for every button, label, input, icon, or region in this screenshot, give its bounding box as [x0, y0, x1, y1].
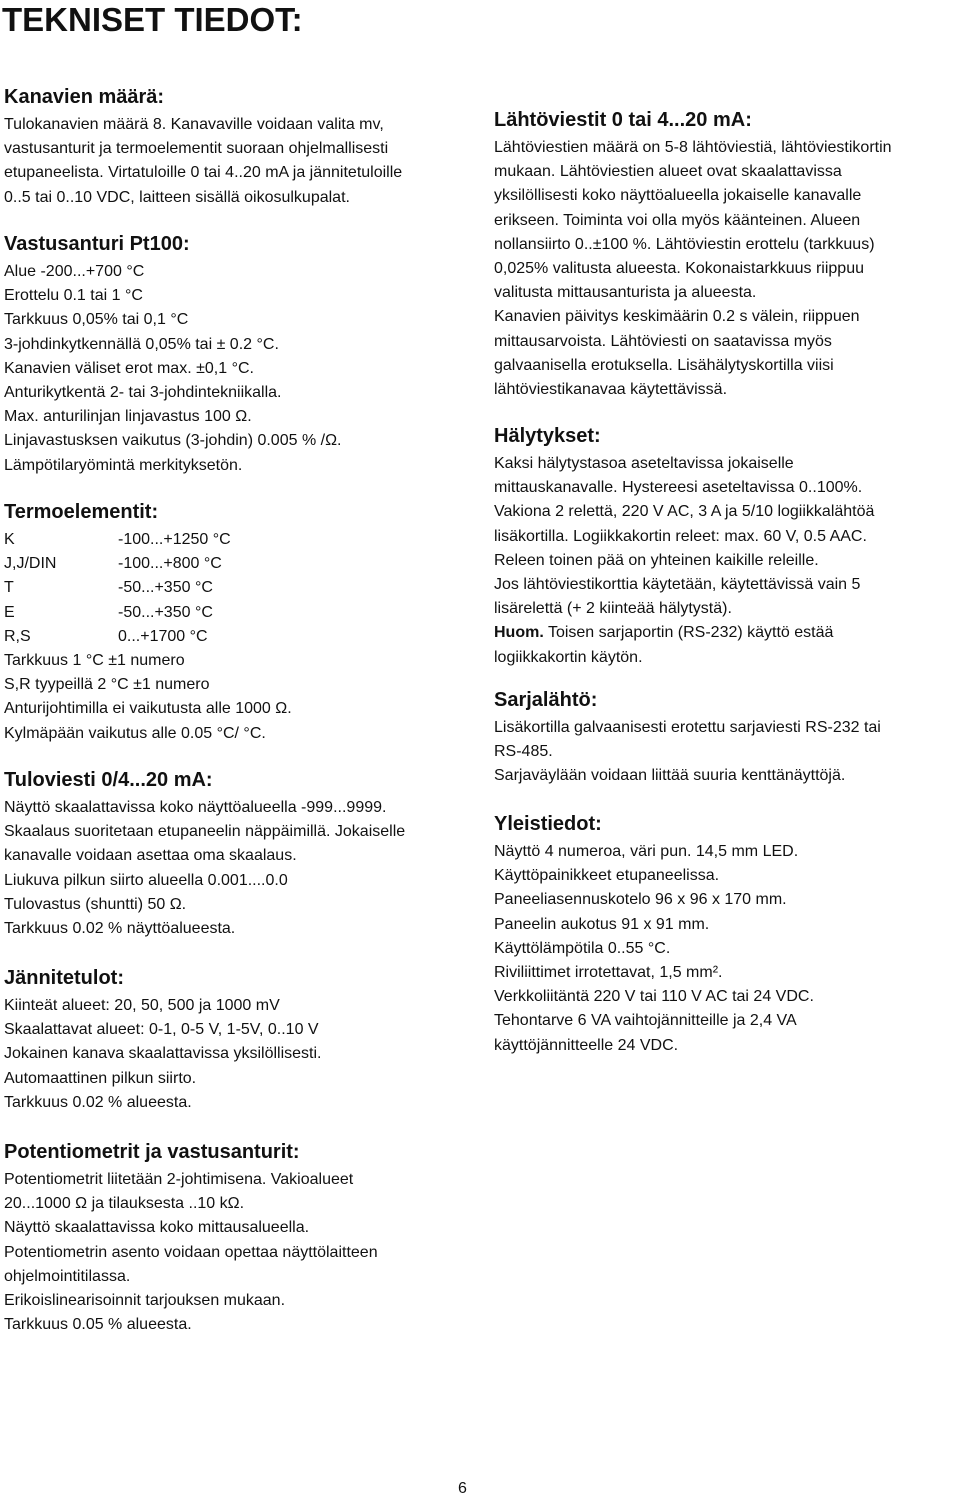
text-line: 3-johdinkytkennällä 0,05% tai ± 0.2 °C. [4, 335, 279, 353]
section-heading: Vastusanturi Pt100: [4, 233, 190, 255]
text-line: 20...1000 Ω ja tilauksesta ..10 kΩ. [4, 1195, 245, 1213]
text-line: Releen toinen pää on yhteinen kaikille releille. [494, 551, 819, 569]
section-heading: Termoelementit: [4, 501, 159, 523]
text-line: Erikoislinearisoinnit tarjouksen mukaan. [4, 1292, 286, 1310]
text-line: galvaanisella erotuksella. Lisähälytyskortilla viisi [494, 356, 834, 374]
text-line: lisäkortilla. Logiikkakortin releet: max. 60 V, 0.5 AAC. [494, 527, 867, 545]
section-heading: Lähtöviestit 0 tai 4...20 mA: [494, 109, 752, 131]
text-line: vastusanturit ja termoelementit suoraan ohjelmallisesti [4, 140, 389, 158]
section-lahtoviestit [494, 108, 892, 402]
thermocouple-range: 0...+1700 °C [118, 627, 208, 645]
text-line: yksilöllisesti koko näyttöalueella jokaiselle kanavalle [494, 187, 862, 205]
text-line: S,R tyypeillä 2 °C ±1 numero [4, 676, 210, 694]
text-line: käyttöjännitteelle 24 VDC. [494, 1036, 679, 1054]
section-vastusanturi [4, 232, 341, 478]
text-line: Kaksi hälytystasoa aseteltavissa jokaiselle [494, 455, 794, 472]
section-yleistiedot [494, 812, 814, 1058]
text-line: Vakiona 2 relettä, 220 V AC, 3 A ja 5/10 logiikkalähtöä [494, 503, 875, 521]
text-line: Kiinteät alueet: 20, 50, 500 ja 1000 mV [4, 997, 280, 1014]
text-line: Jos lähtöviestikorttia käytetään, käytettävissä vain 5 [494, 576, 861, 594]
section-potentiometrit [4, 1140, 378, 1337]
text-line: Anturikytkentä 2- tai 3-johdintekniikalla. [4, 384, 282, 402]
thermocouple-type: E [4, 603, 15, 621]
thermocouple-row [4, 552, 292, 576]
text-line: lähtöviestikanavaa käytettävissä. [494, 381, 728, 399]
section-heading: Potentiometrit ja vastusanturit: [4, 1141, 300, 1163]
text-line: Paneelin aukotus 91 x 91 mm. [494, 915, 710, 933]
text-line: Sarjaväylään voidaan liittää suuria kenttänäyttöjä. [494, 767, 846, 785]
text-line: Riviliittimet irrotettavat, 1,5 mm². [494, 964, 723, 982]
note-line [494, 621, 874, 645]
section-heading: Sarjalähtö: [494, 689, 598, 711]
text-line: Tarkkuus 1 °C ±1 numero [4, 652, 185, 670]
thermocouple-row [4, 625, 292, 649]
thermocouple-type: K [4, 531, 15, 548]
text-line: Tulovastus (shuntti) 50 Ω. [4, 895, 187, 913]
thermocouple-type: T [4, 579, 14, 597]
page-number: 6 [458, 1480, 467, 1497]
text-line: Lämpötilaryömintä merkityksetön. [4, 456, 243, 474]
text-line: Potentiometrit liitetään 2-johtimisena. Vakioalueet [4, 1171, 354, 1188]
text-line: Kylmäpään vaikutus alle 0.05 °C/ °C. [4, 724, 266, 742]
section-tuloviesti [4, 768, 405, 941]
text-line: Käyttöpainikkeet etupaneelissa. [494, 867, 720, 885]
text-line: Potentiometrin asento voidaan opettaa näyttölaitteen [4, 1243, 378, 1261]
text-line: Automaattinen pilkun siirto. [4, 1069, 197, 1087]
text-line: Kanavien väliset erot max. ±0,1 °C. [4, 359, 254, 377]
text-line: Näyttö skaalattavissa koko mittausalueella. [4, 1219, 310, 1237]
text-line: ohjelmointitilassa. [4, 1267, 131, 1285]
text-line: valitusta mittausanturista ja alueesta. [494, 284, 757, 302]
text-line: Erottelu 0.1 tai 1 °C [4, 287, 143, 305]
text-line: Tulokanavien määrä 8. Kanavaville voidaan valita mv, [4, 116, 384, 133]
section-heading: Kanavien määrä: [4, 86, 165, 108]
text-line: mukaan. Lähtöviestien alueet ovat skaalattavissa [494, 163, 842, 181]
section-halytykset [494, 424, 874, 670]
note-label: Huom. [494, 624, 544, 642]
section-termoelementit [4, 500, 292, 746]
text-line: Käyttölämpötila 0..55 °C. [494, 939, 671, 957]
text-line: 0,025% valitusta alueesta. Kokonaistarkkuus riippuu [494, 260, 864, 278]
text-line: Linjavastusksen vaikutus (3-johdin) 0.005 % /Ω. [4, 432, 342, 450]
text-line: Alue -200...+700 °C [4, 263, 145, 280]
text-line: Tarkkuus 0,05% tai 0,1 °C [4, 311, 189, 329]
text-line: Näyttö 4 numeroa, väri pun. 14,5 mm LED. [494, 843, 799, 860]
text-line: Tehontarve 6 VA vaihtojännitteille ja 2,4 VA [494, 1012, 797, 1030]
text-line: Tarkkuus 0.02 % näyttöalueesta. [4, 920, 236, 938]
section-sarjalahto [494, 688, 881, 789]
text-line: Lähtöviestien määrä on 5-8 lähtöviestiä, lähtöviestikortin [494, 139, 892, 156]
text-line: 0..5 tai 0..10 VDC, laitteen sisällä oikosulkupalat. [4, 188, 350, 206]
section-heading: Jännitetulot: [4, 967, 124, 989]
thermocouple-range: -50...+350 °C [118, 579, 213, 597]
text-line: Skaalattavat alueet: 0-1, 0-5 V, 1-5V, 0..10 V [4, 1021, 319, 1039]
text-line: Liukuva pilkun siirto alueella 0.001....0.0 [4, 871, 288, 889]
text-line: RS-485. [494, 743, 553, 761]
thermocouple-range: -50...+350 °C [118, 603, 213, 621]
text-line: lisärelettä (+ 2 kiinteää hälytystä). [494, 600, 732, 618]
text-line: Jokainen kanava skaalattavissa yksilöllisesti. [4, 1045, 322, 1063]
text-line: Max. anturilinjan linjavastus 100 Ω. [4, 408, 252, 426]
text-line: Tarkkuus 0.02 % alueesta. [4, 1093, 192, 1111]
section-heading: Hälytykset: [494, 425, 601, 447]
text-line: Lisäkortilla galvaanisesti erotettu sarjaviesti RS-232 tai [494, 719, 881, 736]
text-line: Verkkoliitäntä 220 V tai 110 V AC tai 24 VDC. [494, 988, 814, 1006]
text-line: Näyttö skaalattavissa koko näyttöalueella -999...9999. [4, 799, 387, 816]
page-title: TEKNISET TIEDOT: [2, 1, 303, 38]
text-line: nollansiirto 0..±100 %. Lähtöviestin erottelu (tarkkuus) [494, 235, 875, 253]
text-line: Kanavien päivitys keskimäärin 0.2 s välein, riippuen [494, 308, 860, 326]
text-line: kanavalle voidaan asettaa oma skaalaus. [4, 847, 297, 865]
section-kanavien-maara [4, 85, 402, 210]
thermocouple-range: -100...+800 °C [118, 555, 222, 573]
section-jannitetulot [4, 966, 321, 1115]
text-line: Skaalaus suoritetaan etupaneelin näppäimillä. Jokaiselle [4, 823, 406, 841]
section-heading: Tuloviesti 0/4...20 mA: [4, 769, 213, 791]
thermocouple-row [4, 576, 292, 600]
text-line: Tarkkuus 0.05 % alueesta. [4, 1316, 192, 1334]
thermocouple-type: J,J/DIN [4, 555, 57, 573]
text-line: erikseen. Toiminta voi olla myös käänteinen. Alueen [494, 211, 861, 229]
text-line: logiikkakortin käytön. [494, 648, 643, 666]
text-line: mittauskanavalle. Hystereesi aseteltavissa 0..100%. [494, 479, 863, 497]
text-line: etupaneelista. Virtatuloille 0 tai 4..20 mA ja jännitetuloille [4, 164, 403, 182]
text-line: Anturijohtimilla ei vaikutusta alle 1000 Ω. [4, 700, 292, 718]
text-line: Paneeliasennuskotelo 96 x 96 x 170 mm. [494, 891, 787, 909]
section-heading: Yleistiedot: [494, 813, 602, 835]
thermocouple-row [4, 601, 292, 625]
note-text: Toisen sarjaportin (RS-232) käyttö estää [543, 624, 834, 642]
thermocouple-range: -100...+1250 °C [118, 531, 231, 548]
text-line: mittausarvoista. Lähtöviesti on saatavissa myös [494, 332, 832, 350]
thermocouple-row [4, 528, 292, 552]
thermocouple-type: R,S [4, 627, 31, 645]
